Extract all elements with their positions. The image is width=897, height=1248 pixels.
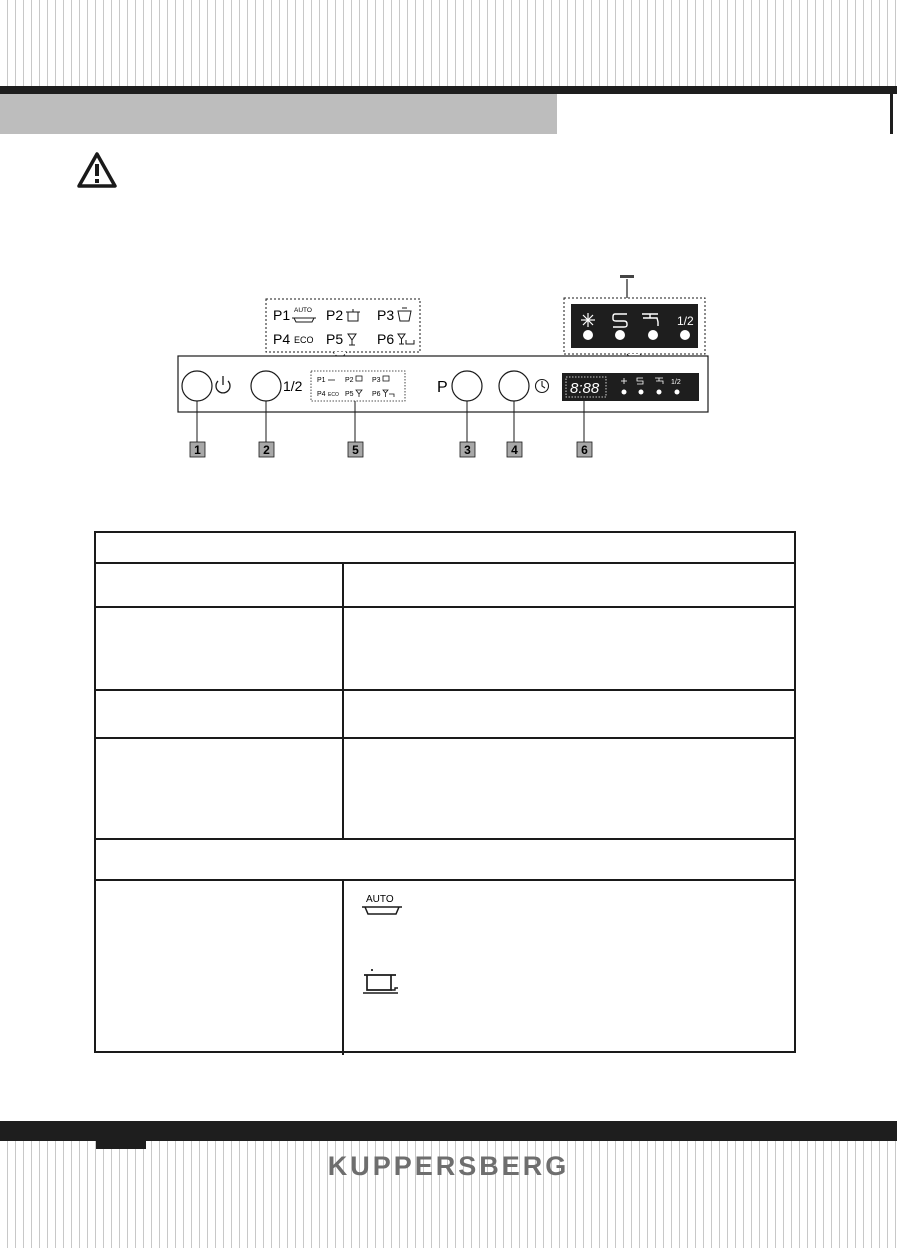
top-stripe-pattern bbox=[0, 0, 897, 86]
header-edge-line bbox=[890, 94, 893, 134]
table-divider bbox=[96, 562, 794, 564]
header-bar bbox=[0, 86, 897, 94]
footer-bar bbox=[0, 1121, 897, 1141]
table-column-divider bbox=[342, 562, 344, 840]
tap-led bbox=[648, 330, 658, 340]
callout-number: 3 bbox=[464, 443, 471, 457]
eco-badge-small: ECO bbox=[328, 392, 339, 398]
callout-number: 6 bbox=[581, 443, 588, 457]
program-button bbox=[452, 371, 482, 401]
control-panel-diagram bbox=[0, 260, 897, 470]
half-load-led bbox=[680, 330, 690, 340]
eco-badge: ECO bbox=[294, 335, 314, 345]
auto-label: AUTO bbox=[366, 894, 394, 905]
program-code: P3 bbox=[377, 307, 395, 323]
brand-logo: KUPPERSBERG bbox=[327, 1151, 570, 1181]
program-code: P6 bbox=[377, 331, 395, 347]
salt-led bbox=[615, 330, 625, 340]
program-inset bbox=[266, 299, 420, 360]
footer-tab bbox=[96, 1141, 146, 1149]
table-column-divider bbox=[342, 879, 344, 1055]
warning-icon bbox=[76, 151, 118, 189]
table-divider bbox=[96, 606, 794, 608]
half-load-button bbox=[251, 371, 281, 401]
program-code: P5 bbox=[326, 331, 344, 347]
callout-number: 5 bbox=[352, 443, 359, 457]
program-code-small: P1 bbox=[317, 377, 326, 384]
program-code-small: P2 bbox=[345, 377, 354, 384]
program-code-small: P5 bbox=[345, 391, 354, 398]
program-code: P1 bbox=[273, 307, 291, 323]
program-code: P4 bbox=[273, 331, 291, 347]
auto-badge: AUTO bbox=[294, 307, 312, 314]
rinse-aid-icon bbox=[581, 313, 595, 327]
auto-plate-icon bbox=[360, 893, 404, 919]
program-button-label: P bbox=[437, 379, 448, 396]
power-button bbox=[182, 371, 212, 401]
rinse-aid-led bbox=[583, 330, 593, 340]
program-code-small: P6 bbox=[372, 391, 381, 398]
display-half-load-label: 1/2 bbox=[671, 379, 681, 386]
pot-icon bbox=[360, 964, 404, 998]
callout-number: 1 bbox=[194, 443, 201, 457]
callout-number: 4 bbox=[511, 443, 518, 457]
delay-button bbox=[499, 371, 529, 401]
display-digits: 8:88 bbox=[570, 380, 600, 397]
program-code-small: P4 bbox=[317, 391, 326, 398]
indicator-inset bbox=[564, 298, 705, 362]
half-load-label: 1/2 bbox=[283, 378, 303, 394]
table-divider bbox=[96, 689, 794, 691]
callout-tags bbox=[190, 442, 592, 457]
program-code-small: P3 bbox=[372, 377, 381, 384]
callout-number: 2 bbox=[263, 443, 270, 457]
function-table bbox=[94, 531, 796, 1053]
indicator-half-load-label: 1/2 bbox=[677, 314, 694, 328]
section-header-band bbox=[0, 94, 557, 134]
program-code: P2 bbox=[326, 307, 344, 323]
table-divider bbox=[96, 737, 794, 739]
table-divider bbox=[96, 879, 794, 881]
table-divider bbox=[96, 838, 794, 840]
indicator-inset-label bbox=[620, 275, 634, 278]
